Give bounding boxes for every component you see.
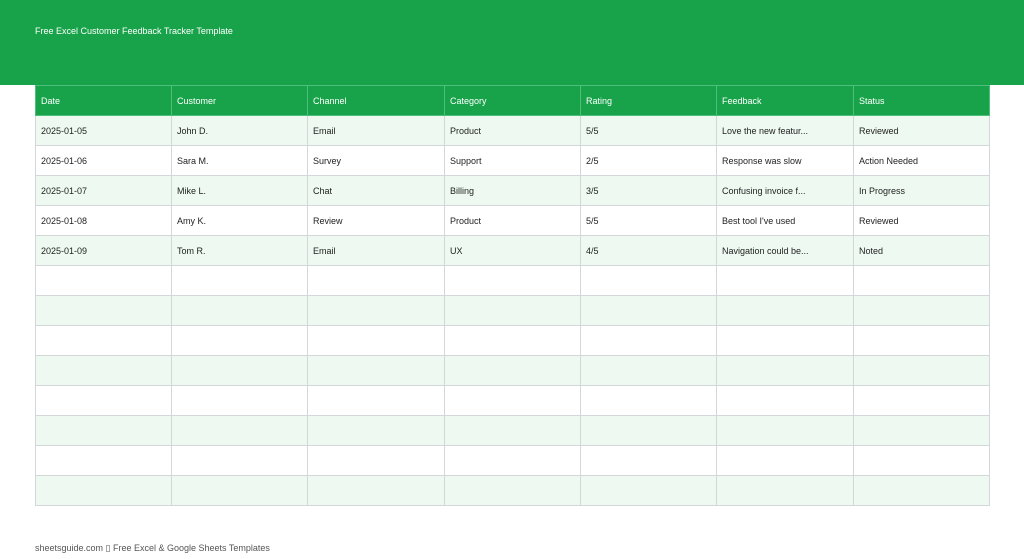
table-cell-category[interactable]: Product [445,116,581,146]
table-row [36,326,990,356]
table-cell-date[interactable]: 2025-01-05 [36,116,172,146]
table-cell-date[interactable] [36,266,172,296]
table-row [36,206,990,236]
table-cell-date[interactable] [36,446,172,476]
table-cell-channel[interactable] [308,416,445,446]
table-row [36,176,990,206]
table-cell-rating[interactable]: 5/5 [581,206,717,236]
table-cell-channel[interactable]: Survey [308,146,445,176]
table-cell-channel[interactable]: Email [308,116,445,146]
table-cell-status[interactable] [854,416,990,446]
table-cell-status[interactable] [854,296,990,326]
table-cell-category[interactable] [445,266,581,296]
table-cell-rating[interactable] [581,296,717,326]
table-cell-date[interactable] [36,386,172,416]
table-cell-category[interactable] [445,476,581,506]
table-cell-customer[interactable] [172,266,308,296]
table-cell-status[interactable]: In Progress [854,176,990,206]
table-row [36,146,990,176]
table-cell-status[interactable]: Reviewed [854,116,990,146]
table-cell-channel[interactable] [308,386,445,416]
table-cell-customer[interactable]: Sara M. [172,146,308,176]
table-row [36,356,990,386]
table-cell-channel[interactable] [308,356,445,386]
table-cell-status[interactable] [854,356,990,386]
table-cell-feedback[interactable] [717,326,854,356]
table-cell-feedback[interactable]: Love the new featur... [717,116,854,146]
footer-credit: sheetsguide.com ▯ Free Excel & Google Sheets Templates [35,543,270,553]
table-row [36,416,990,446]
table-body [36,116,990,506]
table-cell-feedback[interactable] [717,296,854,326]
table-cell-date[interactable]: 2025-01-07 [36,176,172,206]
table-cell-rating[interactable] [581,326,717,356]
table-cell-rating[interactable]: 5/5 [581,116,717,146]
table-cell-channel[interactable]: Review [308,206,445,236]
table-cell-feedback[interactable]: Navigation could be... [717,236,854,266]
table-cell-channel[interactable] [308,446,445,476]
table-row [36,236,990,266]
table-cell-channel[interactable] [308,326,445,356]
table-cell-status[interactable]: Action Needed [854,146,990,176]
feedback-table [35,85,990,506]
table-cell-feedback[interactable] [717,266,854,296]
table-row [36,266,990,296]
table-row [36,446,990,476]
table-cell-status[interactable] [854,326,990,356]
table-cell-feedback[interactable] [717,416,854,446]
table-cell-rating[interactable]: 4/5 [581,236,717,266]
column-header-date[interactable]: Date [36,86,172,116]
table-cell-rating[interactable]: 2/5 [581,146,717,176]
table-cell-status[interactable]: Noted [854,236,990,266]
table-cell-category[interactable] [445,296,581,326]
table-cell-category[interactable] [445,416,581,446]
table-cell-category[interactable] [445,446,581,476]
table-cell-feedback[interactable] [717,386,854,416]
table-cell-rating[interactable] [581,476,717,506]
table-cell-customer[interactable]: John D. [172,116,308,146]
table-cell-category[interactable] [445,326,581,356]
table-row [36,386,990,416]
table-cell-date[interactable]: 2025-01-06 [36,146,172,176]
table-cell-date[interactable] [36,476,172,506]
table-cell-customer[interactable]: Mike L. [172,176,308,206]
header-banner [0,0,1024,85]
table-cell-date[interactable] [36,326,172,356]
table-cell-feedback[interactable] [717,446,854,476]
table-cell-date[interactable] [36,356,172,386]
table-cell-status[interactable] [854,476,990,506]
table-cell-channel[interactable] [308,266,445,296]
table-row [36,476,990,506]
table-cell-rating[interactable] [581,266,717,296]
page-title: Free Excel Customer Feedback Tracker Template [35,26,233,36]
table-cell-status[interactable] [854,446,990,476]
table-cell-rating[interactable] [581,446,717,476]
table-cell-category[interactable]: Support [445,146,581,176]
table-cell-customer[interactable]: Tom R. [172,236,308,266]
table-cell-customer[interactable] [172,416,308,446]
table-cell-customer[interactable] [172,386,308,416]
table-cell-customer[interactable] [172,476,308,506]
table-cell-category[interactable]: Billing [445,176,581,206]
table-cell-customer[interactable]: Amy K. [172,206,308,236]
table-cell-customer[interactable] [172,356,308,386]
table-cell-status[interactable]: Reviewed [854,206,990,236]
table-cell-rating[interactable] [581,386,717,416]
table-cell-rating[interactable]: 3/5 [581,176,717,206]
table-cell-channel[interactable]: Chat [308,176,445,206]
table-cell-feedback[interactable]: Best tool I've used [717,206,854,236]
table-cell-status[interactable] [854,386,990,416]
table-cell-date[interactable] [36,416,172,446]
table-cell-category[interactable] [445,356,581,386]
column-header-feedback[interactable]: Feedback [717,86,854,116]
column-header-customer[interactable]: Customer [172,86,308,116]
table-cell-date[interactable] [36,296,172,326]
table-cell-customer[interactable] [172,296,308,326]
table-row [36,116,990,146]
table-cell-channel[interactable]: Email [308,236,445,266]
table-cell-date[interactable]: 2025-01-08 [36,206,172,236]
table-cell-category[interactable] [445,386,581,416]
table-cell-channel[interactable] [308,296,445,326]
table-cell-feedback[interactable]: Confusing invoice f... [717,176,854,206]
column-header-category[interactable]: Category [445,86,581,116]
table-cell-category[interactable]: UX [445,236,581,266]
table-cell-channel[interactable] [308,476,445,506]
table-cell-category[interactable]: Product [445,206,581,236]
table-cell-date[interactable]: 2025-01-09 [36,236,172,266]
table-cell-customer[interactable] [172,446,308,476]
table-cell-status[interactable] [854,266,990,296]
column-header-channel[interactable]: Channel [308,86,445,116]
table-cell-rating[interactable] [581,356,717,386]
column-header-rating[interactable]: Rating [581,86,717,116]
header-row [36,86,990,116]
column-header-status[interactable]: Status [854,86,990,116]
table-cell-feedback[interactable] [717,356,854,386]
table-cell-rating[interactable] [581,416,717,446]
table-cell-feedback[interactable]: Response was slow [717,146,854,176]
table-cell-customer[interactable] [172,326,308,356]
table-row [36,296,990,326]
table-cell-feedback[interactable] [717,476,854,506]
